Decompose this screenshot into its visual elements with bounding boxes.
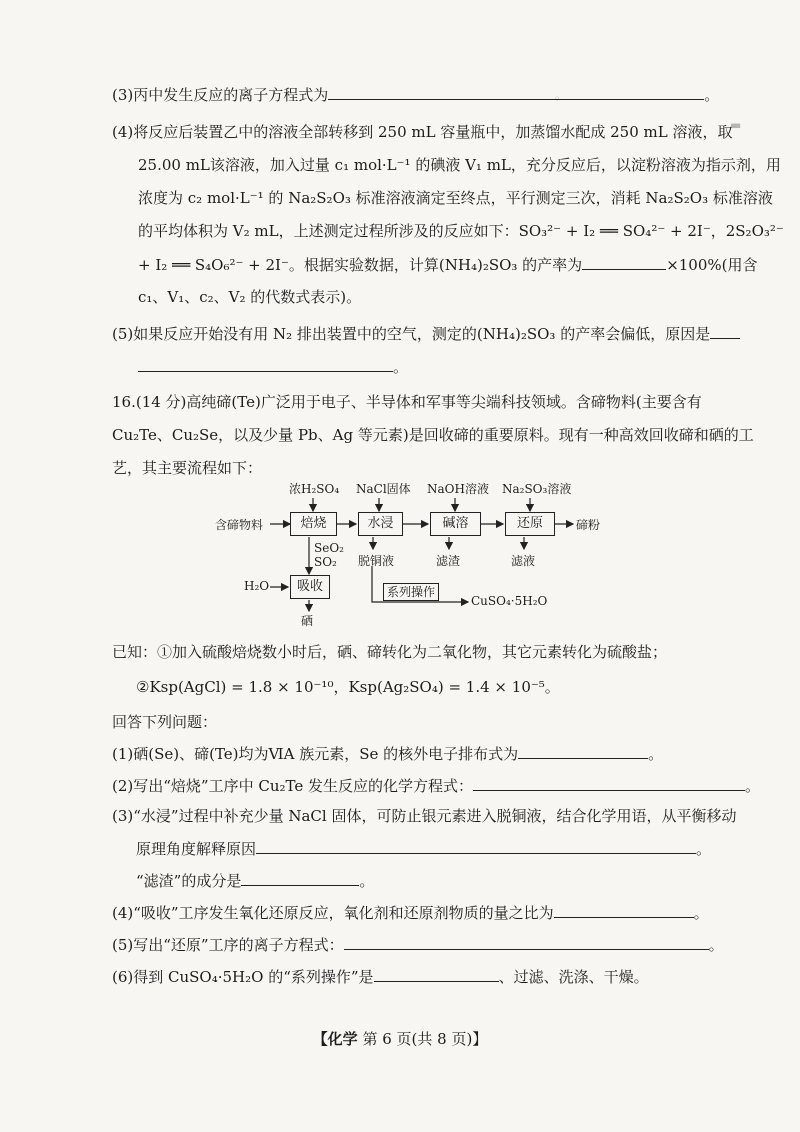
feed-material: 含碲物料	[215, 518, 264, 532]
product-tellurium: 碲粉	[576, 518, 601, 532]
step-roasting-box: 焙烧	[290, 512, 337, 536]
q16-part5: (5)写出“还原”工序的离子方程式： 。	[112, 936, 724, 954]
known-condition-1: 已知：①加入硫酸焙烧数小时后，硒、碲转化为二氧化物，其它元素转化为硫酸盐；	[112, 643, 668, 661]
step-absorption-box: 吸收	[290, 575, 330, 599]
cuso4-product: CuSO₄·5H₂O	[471, 594, 548, 608]
gas-so2: SO₂	[314, 555, 337, 569]
answer-blank[interactable]	[241, 870, 359, 886]
reagent-h2so4: 浓H₂SO₄	[289, 482, 340, 496]
q16-stem-line3: 艺，其主要流程如下：	[112, 459, 263, 477]
answer-blank[interactable]	[518, 743, 648, 759]
footer-subject: 【化学	[312, 1030, 358, 1048]
q15-part4-line3: 浓度为 c₂ mol·L⁻¹ 的 Na₂S₂O₃ 标准溶液滴定至终点，平行测定三次，消耗 Na₂S₂O₃ 标准溶液	[138, 189, 773, 207]
q15-part3: (3)丙中发生反应的离子方程式为 。	[112, 86, 720, 104]
q16-part6: (6)得到 CuSO₄·5H₂O 的“系列操作”是 、过滤、洗涤、干燥。	[112, 968, 649, 986]
answer-blank[interactable]	[256, 838, 696, 854]
decoppered-liquid: 脱铜液	[358, 554, 395, 568]
filtrate-output: 滤液	[511, 554, 536, 568]
gas-seo2: SeO₂	[314, 541, 344, 555]
residue-output: 滤渣	[436, 554, 461, 568]
q16-part1: (1)硒(Se)、碲(Te)均为ⅥA 族元素，Se 的核外电子排布式为 。	[112, 745, 664, 763]
bleed-through-2: ▬	[730, 118, 742, 132]
answer-blank[interactable]	[374, 966, 499, 982]
q15-part4-line1: (4)将反应后装置乙中的溶液全部转移到 250 mL 容量瓶中，加蒸馏水配成 250 mL 溶液，取	[112, 123, 733, 141]
q16-part3-line1: (3)“水浸”过程中补充少量 NaCl 固体，可防止银元素进入脱铜液，结合化学用语，从平衡移动	[112, 807, 737, 825]
answer-blank[interactable]	[710, 323, 740, 339]
step-water-leach-box: 水浸	[358, 512, 403, 536]
q16-part4: (4)“吸收”工序发生氧化还原反应，氧化剂和还原剂物质的量之比为 。	[112, 904, 709, 922]
q16-stem-line2: Cu₂Te、Cu₂Se，以及少量 Pb、Ag 等元素)是回收碲的重要原料。现有一种高效回收碲和硒的工	[112, 426, 754, 444]
step-alkali-dissolve-box: 碱溶	[430, 512, 481, 536]
q15-part4-line4: 的平均体积为 V₂ mL，上述测定过程所涉及的反应如下：SO₃²⁻ + I₂ ══ SO₄²⁻ + 2I⁻，2S₂O₃²⁻	[138, 222, 784, 240]
q15-part4-line6: c₁、V₁、c₂、V₂ 的代数式表示)。	[138, 288, 362, 306]
answer-blank[interactable]	[554, 902, 694, 918]
q15-part5-line2: 。	[138, 356, 408, 377]
selenium-output: 硒	[301, 614, 314, 628]
answer-blank[interactable]	[138, 356, 393, 372]
footer-page-number: 第 6 页(共 8 页)】	[362, 1030, 488, 1048]
q15-part4-line5: + I₂ ══ S₄O₆²⁻ + 2I⁻。根据实验数据，计算(NH₄)₂SO₃ 的产率为 ×100%(用含	[138, 256, 758, 274]
step-reduction-box: 还原	[505, 512, 555, 536]
water-input: H₂O	[244, 579, 270, 593]
known-condition-2: ②Ksp(AgCl) = 1.8 × 10⁻¹⁰，Ksp(Ag₂SO₄) = 1.4 × 10⁻⁵。	[136, 678, 560, 696]
bleed-through-1: 。	[555, 88, 568, 102]
q16-stem-line1: 16.(14 分)高纯碲(Te)广泛用于电子、半导体和军事等尖端科技领域。含碲物料(主要含有	[112, 393, 702, 411]
series-operation-label: 系列操作	[383, 583, 439, 601]
q15-part5-line1: (5)如果反应开始没有用 N₂ 排出装置中的空气，测定的(NH₄)₂SO₃ 的产率会偏低，原因是	[112, 323, 740, 344]
reagent-naoh: NaOH溶液	[427, 482, 489, 496]
q16-part2: (2)写出“焙烧”工序中 Cu₂Te 发生反应的化学方程式： 。	[112, 777, 761, 795]
reagent-na2so3: Na₂SO₃溶液	[502, 482, 572, 496]
page-footer	[0, 1028, 800, 1049]
answer-blank[interactable]	[328, 84, 704, 100]
answer-intro: 回答下列问题：	[112, 713, 218, 731]
reagent-nacl: NaCl固体	[356, 482, 411, 496]
q15-part4-line2: 25.00 mL该溶液，加入过量 c₁ mol·L⁻¹ 的碘液 V₁ mL，充分反应后，以淀粉溶液为指示剂，用	[138, 156, 781, 174]
answer-blank[interactable]	[582, 254, 666, 270]
answer-blank[interactable]	[473, 775, 745, 791]
answer-blank[interactable]	[344, 934, 709, 950]
q16-part3-line2: 原理角度解释原因 。	[136, 840, 712, 858]
q16-part3-line3: “滤渣”的成分是 。	[136, 872, 375, 890]
